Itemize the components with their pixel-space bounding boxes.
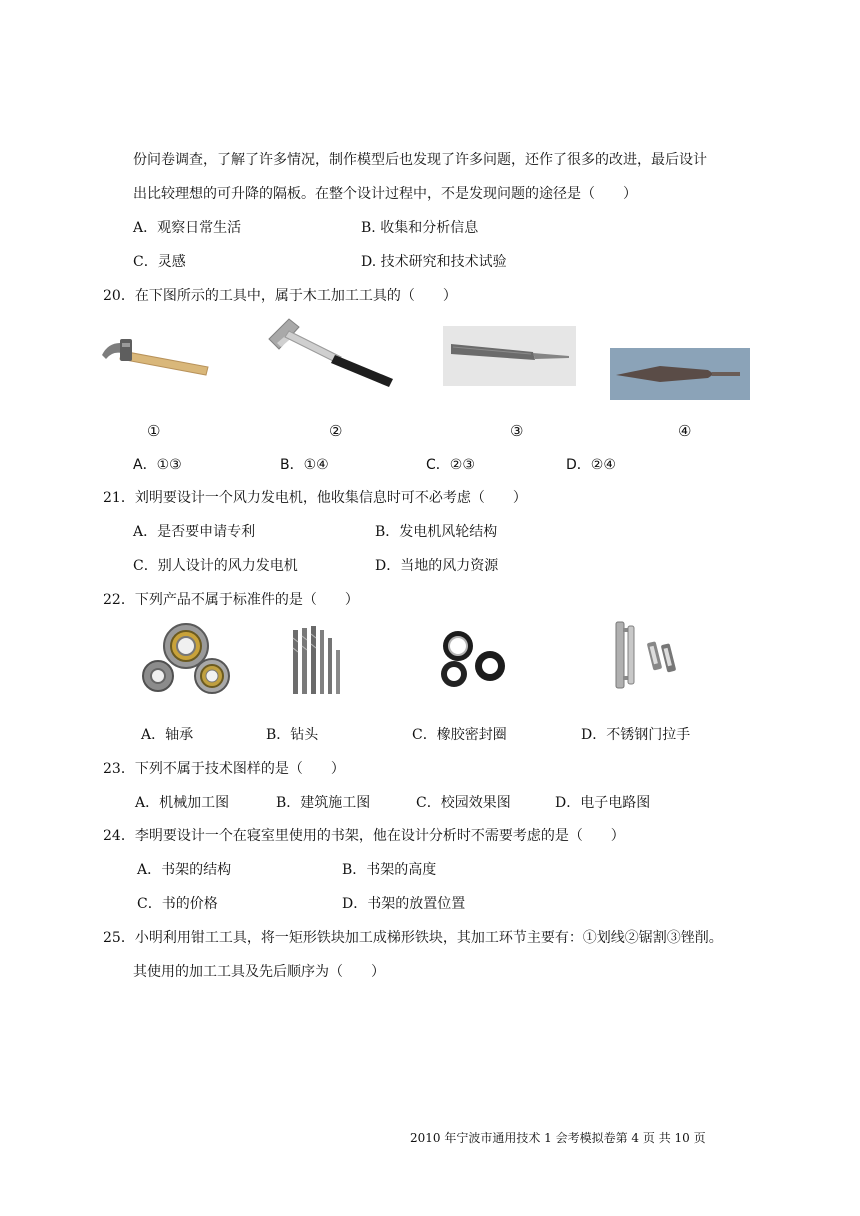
figure-label-4: ④ <box>678 422 692 440</box>
q25-text-line-1: 25．小明利用钳工工具，将一矩形铁块加工成梯形铁块，其加工环节主要有：①划线②锯割③锉削。 <box>103 930 723 946</box>
drill-bits-image <box>285 624 351 696</box>
q23-stem: 23．下列不属于技术图样的是（ ） <box>103 761 345 777</box>
q19-text-line-2: 出比较理想的可升降的隔板。在整个设计过程中，不是发现问题的途径是（ ） <box>133 186 637 202</box>
q20-option-a: A．①③ <box>133 457 182 473</box>
q21-option-b: B．发电机风轮结构 <box>375 524 498 540</box>
q23-option-d: D．电子电路图 <box>555 795 651 811</box>
q20-option-c: C．②③ <box>426 457 475 473</box>
q19-option-b: B. 收集和分析信息 <box>361 220 479 236</box>
q21-option-a: A．是否要申请专利 <box>133 524 256 540</box>
q21-option-d: D．当地的风力资源 <box>375 558 499 574</box>
q24-option-d: D．书架的放置位置 <box>342 896 466 912</box>
figure-label-3: ③ <box>510 422 524 440</box>
rubber-seals-image <box>434 628 508 690</box>
q25-text-line-2: 其使用的加工工具及先后顺序为（ ） <box>133 964 385 980</box>
q23-option-c: C．校园效果图 <box>416 795 511 811</box>
q20-option-b: B．①④ <box>280 457 329 473</box>
q22-option-d: D．不锈钢门拉手 <box>581 727 691 743</box>
q21-stem: 21．刘明要设计一个风力发电机，他收集信息时可不必考虑（ ） <box>103 490 527 506</box>
q19-option-c: C．灵感 <box>133 254 186 270</box>
q24-option-b: B．书架的高度 <box>342 862 437 878</box>
machinist-hammer-image <box>263 313 397 389</box>
bearing-image <box>140 618 236 696</box>
q22-option-a: A．轴承 <box>141 727 194 743</box>
figure-label-1: ① <box>147 422 161 440</box>
claw-hammer-image <box>100 335 212 380</box>
q19-option-d: D. 技术研究和技术试验 <box>361 254 507 270</box>
q24-option-c: C．书的价格 <box>137 896 218 912</box>
q23-option-b: B．建筑施工图 <box>276 795 371 811</box>
q23-option-a: A．机械加工图 <box>135 795 230 811</box>
q22-option-b: B．钻头 <box>266 727 319 743</box>
q24-option-a: A．书架的结构 <box>137 862 232 878</box>
q21-option-c: C．别人设计的风力发电机 <box>133 558 298 574</box>
q19-text-line-1: 份问卷调查，了解了许多情况，制作模型后也发现了许多问题，还作了很多的改进，最后设计 <box>133 152 707 168</box>
page-footer: 2010 年宁波市通用技术 1 会考模拟卷第 4 页 共 10 页 <box>410 1131 706 1145</box>
q20-stem: 20．在下图所示的工具中，属于木工加工工具的（ ） <box>103 288 457 304</box>
q22-option-c: C．橡胶密封圈 <box>412 727 507 743</box>
q22-stem: 22．下列产品不属于标准件的是（ ） <box>103 592 359 608</box>
rasp-tool-image <box>610 348 750 400</box>
q24-stem: 24．李明要设计一个在寝室里使用的书架，他在设计分析时不需要考虑的是（ ） <box>103 828 625 844</box>
figure-label-2: ② <box>329 422 343 440</box>
q20-option-d: D．②④ <box>566 457 616 473</box>
file-tool-image <box>443 326 576 386</box>
q19-option-a: A．观察日常生活 <box>133 220 242 236</box>
door-handle-image <box>610 620 692 692</box>
